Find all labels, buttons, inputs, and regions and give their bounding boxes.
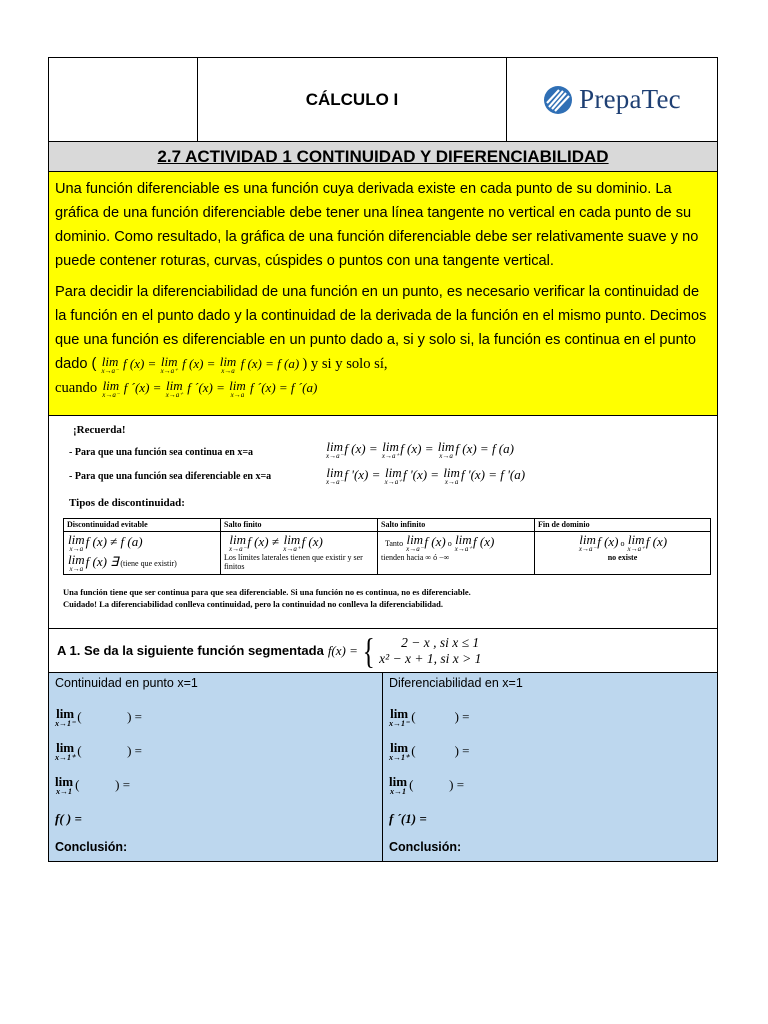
continuity-header: Continuidad en punto x=1 xyxy=(55,676,198,690)
activity-title-row xyxy=(48,141,718,171)
recuerda-differentiability-line: - Para que una función sea diferenciable en x=a xyxy=(69,471,272,482)
prepatec-emblem-icon xyxy=(543,85,573,115)
limit-subscript: x→1 xyxy=(56,786,73,796)
fin-dominio-note: no existe xyxy=(607,553,638,562)
salto-finito-note: Los límites laterales tienen que existir y ser finitos xyxy=(224,553,363,571)
answer-grid xyxy=(48,672,718,862)
intro-paragraph-1: Una función diferenciable es una función cuya derivada existe en cada punto de su dominio. La gráfica de una función diferenciable debe tener una línea tangente no vertical en cada punto de su dominio. Como resultado, la gráfica de una función diferenciable debe ser relativamente suave y no puede contener roturas, curvas, cúspides o puntos con una tangente vertical. xyxy=(55,181,699,269)
table-row xyxy=(64,532,711,575)
derivative-limit[interactable]: lim x→1 ( ) = xyxy=(389,773,465,796)
limit-blank: ( ) = xyxy=(77,743,142,758)
recuerda-box xyxy=(48,415,718,628)
evitable-cell: lim x→a f (x) ≠ f (a) lim x→a f (x) ∃ (tiene que existir) xyxy=(64,532,221,575)
limit-blank: ( ) = xyxy=(75,777,131,792)
cuando-label: cuando xyxy=(55,380,98,396)
case-1: 2 − x , si x ≤ 1 xyxy=(401,634,480,650)
fx-label: f(x) = xyxy=(327,642,358,658)
limit-blank: ( ) = xyxy=(411,743,470,758)
logo-text: PrepaTec xyxy=(579,84,681,114)
continuity-column xyxy=(49,673,383,861)
recuerda-continuity-line: - Para que una función sea continua en x=a xyxy=(69,447,254,458)
case-2: x² − x + 1, si x > 1 xyxy=(379,650,482,666)
function-value-line[interactable]: f( ) = xyxy=(55,811,82,826)
differentiability-conclusion: Conclusión: xyxy=(389,840,462,854)
worksheet-page xyxy=(48,57,718,862)
fin-dominio-cell: lim x→a⁻ f (x) o lim x→a⁺ f (x) no existe xyxy=(535,532,711,575)
continuity-limit[interactable]: lim x→1 ( ) = xyxy=(55,773,131,796)
intro-box xyxy=(48,171,718,415)
limit-subscript: x→1⁻ xyxy=(389,718,410,728)
piecewise-function xyxy=(327,630,482,671)
tipos-title: Tipos de discontinuidad: xyxy=(69,497,185,509)
header-empty-cell xyxy=(49,58,198,141)
derivative-value-line[interactable]: f ´(1) = xyxy=(389,811,427,826)
o-label: o xyxy=(620,538,625,548)
limit-blank: ( ) = xyxy=(77,709,142,724)
table-header: Discontinuidad evitable xyxy=(64,519,221,532)
intro-paragraph-2-after: ) y si y solo sí, xyxy=(302,356,388,372)
course-title: CÁLCULO I xyxy=(198,58,507,141)
limit-subscript: x→1⁺ xyxy=(55,752,76,762)
recuerda-note-1: Una función tiene que ser continua para que sea diferenciable. Si una función no es continua, no es diferenciable. xyxy=(63,587,471,597)
evitable-note: (tiene que existir) xyxy=(120,558,177,568)
differentiability-column xyxy=(383,673,717,861)
differentiability-formula: lim x→a⁻ f ´(x) = lim x→a⁺ f ´(x) = lim x→a f ´(x) = f ´(a) xyxy=(102,378,318,400)
o-label: o xyxy=(447,538,452,548)
logo-cell xyxy=(507,58,717,141)
derivative-right-limit[interactable]: lim x→1⁺ ( ) = xyxy=(389,739,470,762)
differentiability-header: Diferenciabilidad en x=1 xyxy=(389,676,523,690)
recuerda-title: ¡Recuerda! xyxy=(73,424,126,436)
table-header: Fin de dominio xyxy=(535,519,711,532)
continuity-formula: lim x→a⁻ f (x) = lim x→a⁺ f (x) = lim x→a f (x) = f (a) xyxy=(101,354,303,376)
discontinuity-table xyxy=(63,518,711,575)
recuerda-continuity-formula: lim x→a⁻ f (x) = lim x→a⁺ f (x) = lim x→a f (x) = f (a) xyxy=(326,439,514,460)
question-row xyxy=(48,628,718,672)
continuity-right-limit[interactable]: lim x→1⁺ ( ) = xyxy=(55,739,142,762)
recuerda-differentiability-formula: lim x→a⁻ f '(x) = lim x→a⁺ f '(x) = lim x→a f '(x) = f '(a) xyxy=(326,465,526,486)
continuity-conclusion: Conclusión: xyxy=(55,840,128,854)
intro-paragraph-2-text: Para decidir la diferenciabilidad de una función en un punto, es necesario verificar la continuidad de la función en el punto dado y la continuidad de la derivada de la función en el mismo punto. Decimos que una función es diferenciable en un punto dado a, si y solo si, la función es continua en el punto dado ( xyxy=(55,284,707,372)
recuerda-note-2: Cuidado! La diferenciabilidad conlleva continuidad, pero la continuidad no conlleva la diferenciabilidad. xyxy=(63,599,443,609)
continuity-left-limit[interactable]: lim x→1⁻ ( ) = xyxy=(55,705,142,728)
limit-blank: ( ) = xyxy=(411,709,470,724)
question-label: A 1. Se da la siguiente función segmentada xyxy=(57,643,324,658)
header-row xyxy=(48,57,718,141)
limit-blank: ( ) = xyxy=(409,777,465,792)
table-header: Salto finito xyxy=(221,519,378,532)
tanto-label: Tanto xyxy=(385,538,404,548)
table-header: Salto infinito xyxy=(378,519,535,532)
salto-finito-cell: lim x→a⁻ f (x) ≠ lim x→a⁺ f (x) Los límites laterales tienen que existir y ser finitos xyxy=(221,532,378,575)
table-header-row xyxy=(64,519,711,532)
limit-subscript: x→1 xyxy=(390,786,407,796)
prepatec-logo xyxy=(543,84,681,115)
salto-infinito-note: tienden hacia ∞ ó −∞ xyxy=(381,553,450,562)
intro-paragraph-2 xyxy=(55,280,709,400)
derivative-left-limit[interactable]: lim x→1⁻ ( ) = xyxy=(389,705,470,728)
limit-subscript: x→1⁺ xyxy=(389,752,410,762)
salto-infinito-cell: Tanto lim x→a⁻ f (x) o lim x→a⁺ f (x) tienden hacia ∞ ó −∞ xyxy=(378,532,535,575)
limit-subscript: x→1⁻ xyxy=(55,718,76,728)
brace-icon: { xyxy=(362,630,375,671)
activity-title: 2.7 ACTIVIDAD 1 CONTINUIDAD Y DIFERENCIABILIDAD xyxy=(157,146,609,166)
